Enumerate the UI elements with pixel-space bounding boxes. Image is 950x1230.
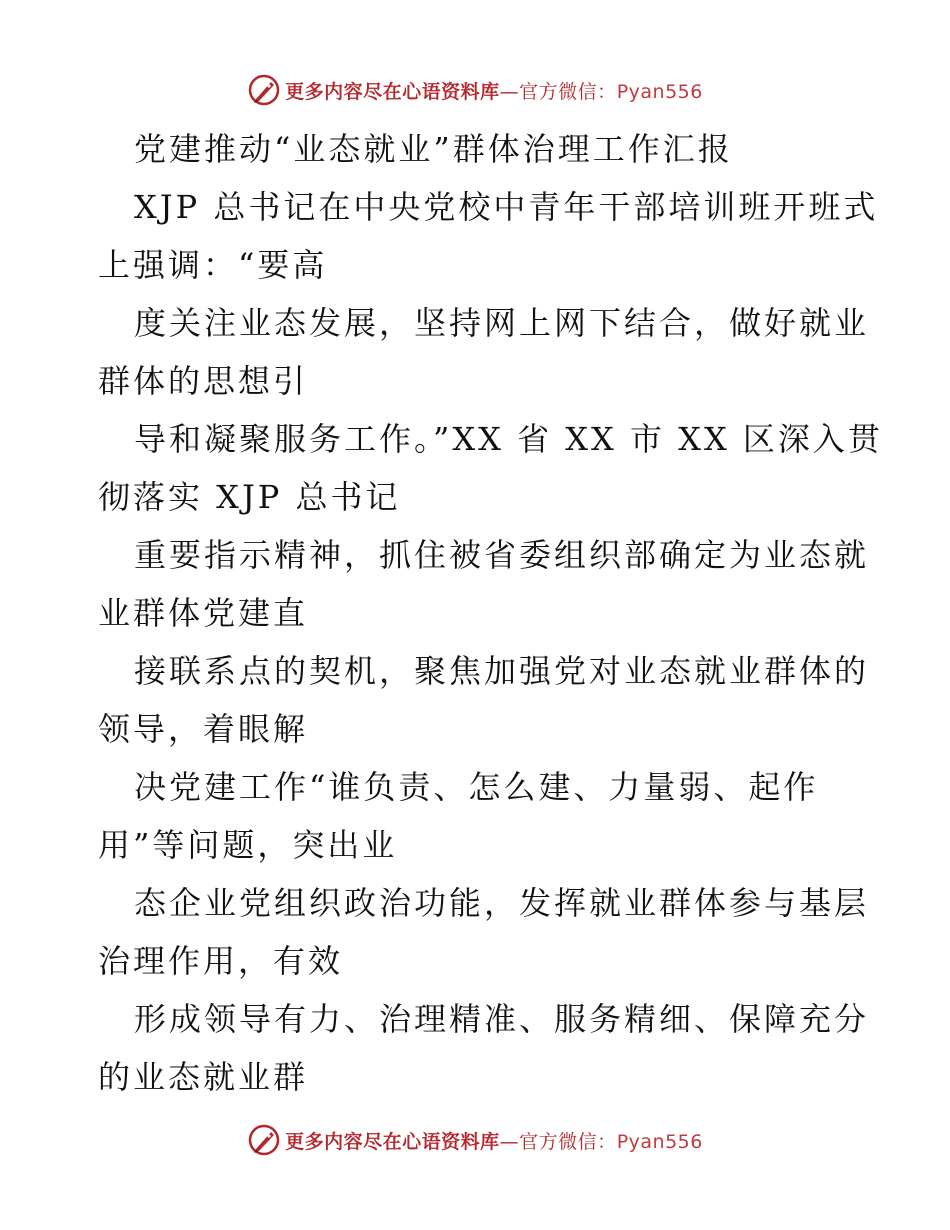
pen-nib-logo-icon xyxy=(247,73,281,107)
paragraph-line: 上强调：“要高 xyxy=(98,246,328,284)
document-title: 党建推动“业态就业”群体治理工作汇报 xyxy=(134,130,733,168)
footer-banner xyxy=(0,1120,950,1160)
banner-wechat-label: —官方微信： xyxy=(499,80,617,103)
pen-nib-logo-icon xyxy=(247,1123,281,1157)
banner-site-name: 更多内容尽在心语资料库 xyxy=(285,80,500,103)
banner-text xyxy=(285,1127,703,1154)
banner-site-name: 更多内容尽在心语资料库 xyxy=(285,1130,500,1153)
banner-wechat-id: Pyan556 xyxy=(616,1130,703,1153)
paragraph-line: 的业态就业群 xyxy=(98,1058,309,1096)
paragraph-line: 业群体党建直 xyxy=(98,594,309,632)
paragraph-line: 治理作用，有效 xyxy=(98,942,344,980)
paragraph-line: XJP 总书记在中央党校中青年干部培训班开班式 xyxy=(134,188,879,226)
paragraph-line: 彻落实 XJP 总书记 xyxy=(98,478,401,516)
banner-wechat-id: Pyan556 xyxy=(616,80,703,103)
paragraph-line: 群体的思想引 xyxy=(98,362,309,400)
paragraph-line: 度关注业态发展，坚持网上网下结合，做好就业 xyxy=(134,304,870,342)
paragraph-line: 态企业党组织政治功能，发挥就业群体参与基层 xyxy=(134,884,870,922)
banner-text xyxy=(285,77,703,104)
paragraph-line: 接联系点的契机，聚焦加强党对业态就业群体的 xyxy=(134,652,870,690)
banner-wechat-label: —官方微信： xyxy=(499,1130,617,1153)
paragraph-line: 领导，着眼解 xyxy=(98,710,309,748)
paragraph-line: 用”等问题，突出业 xyxy=(98,826,398,864)
paragraph-line: 决党建工作“谁负责、怎么建、力量弱、起作 xyxy=(134,768,819,806)
paragraph-line: 重要指示精神，抓住被省委组织部确定为业态就 xyxy=(134,536,870,574)
document-body xyxy=(98,120,883,1106)
header-banner xyxy=(0,70,950,110)
paragraph-line: 形成领导有力、治理精准、服务精细、保障充分 xyxy=(134,1000,870,1038)
paragraph-line: 导和凝聚服务工作。”XX 省 XX 市 XX 区深入贯 xyxy=(134,420,883,458)
